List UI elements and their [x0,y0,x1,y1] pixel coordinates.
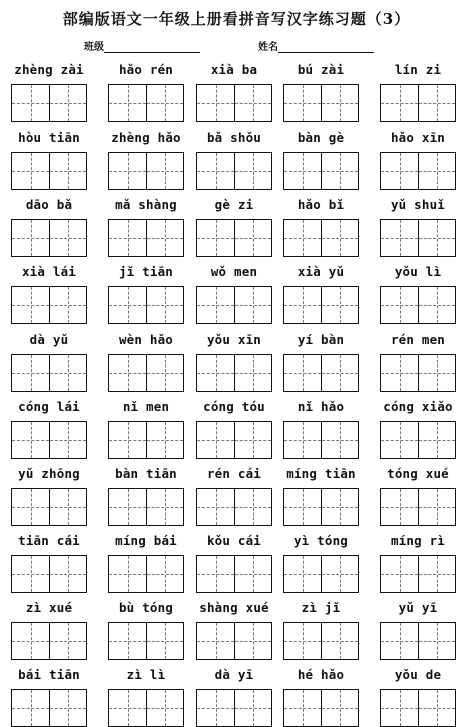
writing-boxes [380,354,456,392]
writing-boxes [11,219,87,257]
writing-boxes [380,622,456,660]
tianzige-box[interactable] [12,153,49,189]
writing-boxes [283,152,359,190]
tianzige-box[interactable] [284,287,321,323]
tianzige-box[interactable] [12,556,49,592]
pinyin-label: cóng lái [18,399,80,414]
tianzige-box[interactable] [197,422,234,458]
tianzige-box[interactable] [418,623,455,659]
pinyin-label: yǒu lì [394,264,442,279]
tianzige-box[interactable] [234,153,271,189]
writing-boxes [380,689,456,727]
tianzige-box[interactable] [284,422,321,458]
pinyin-label: yǒu xīn [206,332,262,347]
writing-boxes [108,286,184,324]
tianzige-box[interactable] [234,489,271,525]
pinyin-label: míng rì [390,533,446,548]
writing-boxes [108,689,184,727]
pinyin-label: bái tiān [18,667,80,682]
name-blank[interactable] [278,42,374,53]
pinyin-label: mǎ shàng [115,197,177,212]
tianzige-box[interactable] [418,287,455,323]
tianzige-box[interactable] [197,623,234,659]
tianzige-box[interactable] [284,85,321,121]
pinyin-label: tóng xué [387,466,449,481]
pinyin-label: dà yǔ [29,332,69,347]
tianzige-box[interactable] [49,556,86,592]
tianzige-box[interactable] [12,220,49,256]
pinyin-label: míng bái [115,533,177,548]
pinyin-label: yǒu de [394,667,442,682]
pinyin-label: yì tóng [293,533,349,548]
pinyin-label: cóng tóu [203,399,265,414]
tianzige-box[interactable] [109,220,146,256]
writing-boxes [11,286,87,324]
class-blank[interactable] [104,42,200,53]
tianzige-box[interactable] [418,556,455,592]
name-label: 姓名 [258,42,278,53]
pinyin-label: míng tiān [286,466,356,481]
tianzige-box[interactable] [234,690,271,726]
tianzige-box[interactable] [49,690,86,726]
tianzige-box[interactable] [284,355,321,391]
writing-boxes [283,354,359,392]
tianzige-box[interactable] [284,690,321,726]
pinyin-label: kǒu cái [206,533,262,548]
tianzige-box[interactable] [12,355,49,391]
writing-boxes [11,689,87,727]
writing-boxes [11,622,87,660]
tianzige-box[interactable] [146,153,183,189]
tianzige-box[interactable] [418,85,455,121]
pinyin-label: xià yǔ [297,264,345,279]
tianzige-box[interactable] [418,153,455,189]
name-field [258,38,374,53]
tianzige-box[interactable] [234,220,271,256]
tianzige-box[interactable] [321,287,358,323]
tianzige-box[interactable] [109,489,146,525]
tianzige-box[interactable] [146,556,183,592]
pinyin-label: bàn gè [297,130,345,145]
tianzige-box[interactable] [12,623,49,659]
tianzige-box[interactable] [321,220,358,256]
writing-boxes [11,354,87,392]
tianzige-box[interactable] [381,153,418,189]
pinyin-label: rén men [390,332,446,347]
pinyin-label: bú zài [297,62,345,77]
tianzige-box[interactable] [284,153,321,189]
writing-boxes [283,622,359,660]
tianzige-box[interactable] [381,85,418,121]
tianzige-box[interactable] [109,287,146,323]
writing-boxes [283,555,359,593]
writing-boxes [11,555,87,593]
pinyin-label: tiān cái [18,533,80,548]
writing-boxes [380,421,456,459]
writing-boxes [196,622,272,660]
writing-boxes [108,152,184,190]
tianzige-box[interactable] [146,220,183,256]
class-field [84,38,200,53]
tianzige-box[interactable] [197,85,234,121]
worksheet-title: 部编版语文一年级上册看拼音写汉字练习题（3） [62,10,411,28]
tianzige-box[interactable] [321,85,358,121]
pinyin-label: dāo bǎ [25,197,73,212]
pinyin-label: gè zi [214,197,254,212]
pinyin-label: zhèng hǎo [111,130,181,145]
tianzige-box[interactable] [49,355,86,391]
pinyin-label: hǎo xīn [390,130,446,145]
writing-boxes [283,219,359,257]
pinyin-label: yǔ shuǐ [390,197,446,212]
tianzige-box[interactable] [321,489,358,525]
tianzige-box[interactable] [284,220,321,256]
tianzige-box[interactable] [12,690,49,726]
tianzige-box[interactable] [321,355,358,391]
pinyin-label: hǎo bǐ [297,197,345,212]
writing-boxes [196,689,272,727]
tianzige-box[interactable] [49,287,86,323]
tianzige-box[interactable] [197,556,234,592]
tianzige-box[interactable] [109,690,146,726]
writing-boxes [196,286,272,324]
writing-boxes [380,152,456,190]
tianzige-box[interactable] [146,690,183,726]
tianzige-box[interactable] [321,623,358,659]
writing-boxes [11,488,87,526]
writing-boxes [108,555,184,593]
writing-boxes [196,84,272,122]
tianzige-box[interactable] [234,287,271,323]
pinyin-label: zì lì [126,667,166,682]
tianzige-box[interactable] [146,422,183,458]
pinyin-label: rén cái [206,466,262,481]
pinyin-label: xià ba [210,62,258,77]
pinyin-label: nǐ hǎo [297,399,345,414]
tianzige-box[interactable] [321,556,358,592]
tianzige-box[interactable] [197,690,234,726]
pinyin-label: hòu tiān [18,130,80,145]
pinyin-label: cóng xiǎo [383,399,453,414]
tianzige-box[interactable] [234,623,271,659]
writing-boxes [196,488,272,526]
tianzige-box[interactable] [49,623,86,659]
tianzige-box[interactable] [49,220,86,256]
tianzige-box[interactable] [234,355,271,391]
tianzige-box[interactable] [418,489,455,525]
tianzige-box[interactable] [381,623,418,659]
tianzige-box[interactable] [146,489,183,525]
writing-boxes [108,84,184,122]
tianzige-box[interactable] [284,623,321,659]
pinyin-label: yǔ yī [398,600,438,615]
tianzige-box[interactable] [109,556,146,592]
tianzige-box[interactable] [109,153,146,189]
pinyin-label: bǎ shǒu [206,130,262,145]
tianzige-box[interactable] [12,287,49,323]
tianzige-box[interactable] [49,422,86,458]
writing-boxes [11,84,87,122]
pinyin-label: jǐ tiān [118,264,174,279]
tianzige-box[interactable] [109,355,146,391]
tianzige-box[interactable] [109,422,146,458]
tianzige-box[interactable] [197,355,234,391]
tianzige-box[interactable] [381,355,418,391]
writing-boxes [283,421,359,459]
tianzige-box[interactable] [381,422,418,458]
pinyin-label: yí bàn [297,332,345,347]
tianzige-box[interactable] [418,355,455,391]
tianzige-box[interactable] [146,623,183,659]
tianzige-box[interactable] [49,85,86,121]
tianzige-box[interactable] [418,220,455,256]
writing-boxes [108,622,184,660]
tianzige-box[interactable] [12,489,49,525]
tianzige-box[interactable] [418,690,455,726]
writing-boxes [380,84,456,122]
writing-boxes [196,354,272,392]
writing-boxes [283,689,359,727]
tianzige-box[interactable] [381,220,418,256]
tianzige-box[interactable] [321,422,358,458]
writing-boxes [380,555,456,593]
class-label: 班级 [84,42,104,53]
writing-boxes [380,286,456,324]
pinyin-label: dà yī [214,667,254,682]
tianzige-box[interactable] [381,690,418,726]
pinyin-label: zì jǐ [301,600,341,615]
pinyin-label: hǎo rén [118,62,174,77]
pinyin-label: hé hǎo [297,667,345,682]
tianzige-box[interactable] [321,690,358,726]
tianzige-box[interactable] [146,85,183,121]
writing-boxes [283,84,359,122]
writing-boxes [196,219,272,257]
tianzige-box[interactable] [197,220,234,256]
tianzige-box[interactable] [49,153,86,189]
tianzige-box[interactable] [12,85,49,121]
tianzige-box[interactable] [197,153,234,189]
tianzige-box[interactable] [146,287,183,323]
pinyin-label: lín zi [394,62,442,77]
writing-boxes [283,286,359,324]
tianzige-box[interactable] [381,287,418,323]
tianzige-box[interactable] [321,153,358,189]
tianzige-box[interactable] [146,355,183,391]
tianzige-box[interactable] [418,422,455,458]
tianzige-box[interactable] [109,85,146,121]
writing-boxes [108,488,184,526]
writing-boxes [196,421,272,459]
pinyin-label: wǒ men [210,264,258,279]
writing-boxes [196,152,272,190]
pinyin-label: bù tóng [118,600,174,615]
pinyin-label: wèn hǎo [118,332,174,347]
tianzige-box[interactable] [381,489,418,525]
tianzige-box[interactable] [49,489,86,525]
writing-boxes [380,488,456,526]
writing-boxes [283,488,359,526]
tianzige-box[interactable] [197,287,234,323]
writing-boxes [108,421,184,459]
writing-boxes [11,152,87,190]
writing-boxes [108,219,184,257]
writing-boxes [108,354,184,392]
tianzige-box[interactable] [284,489,321,525]
tianzige-box[interactable] [109,623,146,659]
tianzige-box[interactable] [234,556,271,592]
pinyin-label: shàng xué [199,600,269,615]
writing-boxes [11,421,87,459]
tianzige-box[interactable] [234,422,271,458]
tianzige-box[interactable] [12,422,49,458]
tianzige-box[interactable] [234,85,271,121]
tianzige-box[interactable] [381,556,418,592]
tianzige-box[interactable] [197,489,234,525]
writing-boxes [380,219,456,257]
pinyin-label: nǐ men [122,399,170,414]
writing-boxes [196,555,272,593]
pinyin-label: bàn tiān [115,466,177,481]
pinyin-label: zhèng zài [14,62,84,77]
pinyin-label: yǔ zhōng [18,466,80,481]
pinyin-label: xià lái [21,264,77,279]
pinyin-label: zì xué [25,600,73,615]
tianzige-box[interactable] [284,556,321,592]
